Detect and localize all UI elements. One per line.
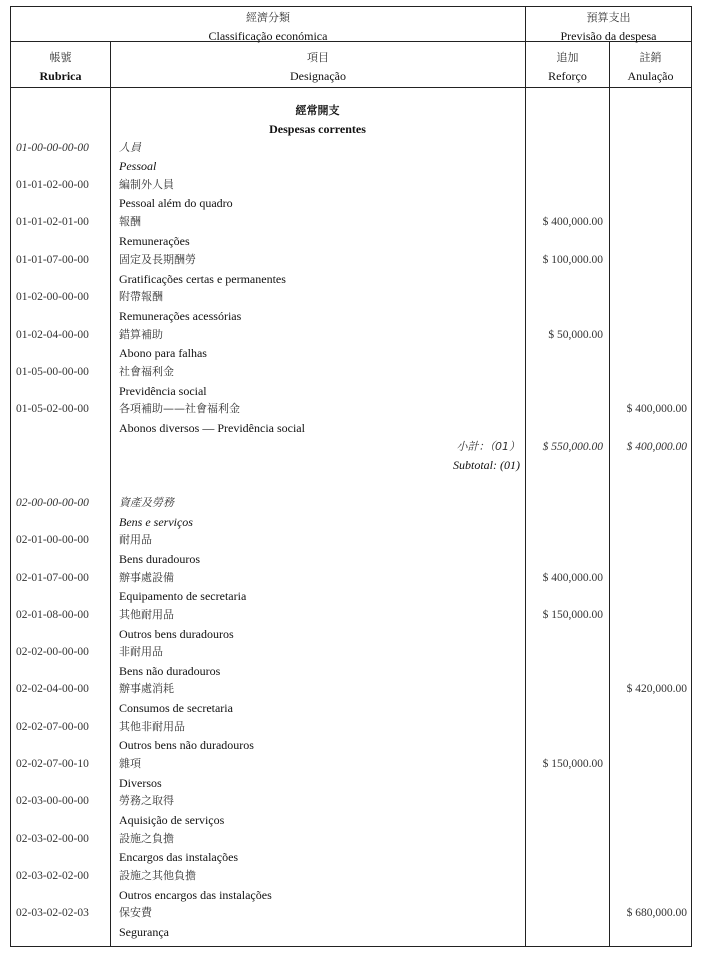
rubric-code: 01-05-00-00-00 — [16, 366, 89, 378]
rubric-code: 02-03-02-02-03 — [16, 907, 89, 919]
designation-zh: 其他耐用品 — [119, 608, 174, 621]
divider-reforco — [609, 41, 610, 947]
header-economic-pt: Classificação económica — [208, 29, 328, 43]
designation-pt: Pessoal além do quadro — [119, 196, 233, 210]
rubric-code: 02-02-04-00-00 — [16, 683, 89, 695]
designation-zh: 報酬 — [119, 215, 141, 228]
rubric-code: 01-01-07-00-00 — [16, 254, 89, 266]
subtotal-anulacao: $ 400,000.00 — [626, 441, 687, 453]
designation-pt: Remunerações — [119, 234, 190, 248]
designation-pt: Gratificações certas e permanentes — [119, 272, 286, 286]
subtotal-reforco: $ 550,000.00 — [542, 441, 603, 453]
designation-zh: 保安費 — [119, 906, 152, 919]
designation-pt: Previdência social — [119, 384, 207, 398]
designation-pt: Segurança — [119, 925, 169, 939]
designation-zh: 各項補助——社會福利金 — [119, 402, 240, 415]
rubric-code: 02-00-00-00-00 — [16, 497, 89, 509]
designation-pt: Outros bens não duradouros — [119, 738, 254, 752]
rubric-code: 02-03-00-00-00 — [16, 795, 89, 807]
designation-zh: 非耐用品 — [119, 645, 163, 658]
designation-zh: 資產及勞務 — [119, 496, 174, 509]
reforco-amount: $ 400,000.00 — [542, 572, 603, 584]
header-anulacao-pt: Anulação — [627, 69, 674, 83]
designation-zh: 設施之負擔 — [119, 832, 174, 845]
designation-pt: Bens duradouros — [119, 552, 200, 566]
anulacao-amount: $ 400,000.00 — [626, 403, 687, 415]
rubric-code: 02-02-07-00-00 — [16, 721, 89, 733]
designation-pt: Equipamento de secretaria — [119, 589, 247, 603]
header-rubric-zh: 帳號 — [49, 51, 72, 64]
designation-zh: 固定及長期酬勞 — [119, 253, 196, 266]
designation-pt: Remunerações acessórias — [119, 309, 242, 323]
divider-designation — [525, 7, 526, 947]
designation-zh: 編制外人員 — [119, 178, 174, 191]
designation-pt: Abono para falhas — [119, 346, 207, 360]
header-designation-zh: 項目 — [307, 51, 329, 64]
header-anulacao-zh: 註銷 — [639, 51, 662, 64]
designation-pt: Pessoal — [119, 159, 157, 173]
designation-pt: Bens e serviços — [119, 515, 193, 529]
designation-zh: 附帶報酬 — [119, 290, 163, 303]
designation-pt: Outros bens duradouros — [119, 627, 234, 641]
designation-pt: Abonos diversos — Previdência social — [119, 421, 305, 435]
designation-zh: 辦事處設備 — [119, 571, 174, 584]
budget-table — [10, 6, 692, 947]
designation-zh: 雜項 — [119, 757, 141, 770]
rubric-code: 02-01-00-00-00 — [16, 534, 89, 546]
rubric-code: 01-00-00-00-00 — [16, 142, 89, 154]
rubric-code: 01-02-00-00-00 — [16, 291, 89, 303]
section-title-zh: 經常開支 — [295, 104, 340, 117]
rubric-code: 01-01-02-01-00 — [16, 216, 89, 228]
rubric-code: 02-02-00-00-00 — [16, 646, 89, 658]
rubric-code: 02-02-07-00-10 — [16, 758, 89, 770]
rubric-code: 01-02-04-00-00 — [16, 329, 89, 341]
header-designation-pt: Designação — [290, 69, 346, 83]
reforco-amount: $ 400,000.00 — [542, 216, 603, 228]
designation-pt: Outros encargos das instalações — [119, 888, 272, 902]
reforco-amount: $ 150,000.00 — [542, 758, 603, 770]
rubric-code: 02-03-02-02-00 — [16, 870, 89, 882]
designation-pt: Encargos das instalações — [119, 850, 239, 864]
designation-zh: 辦事處消耗 — [119, 682, 174, 695]
rubric-code: 01-01-02-00-00 — [16, 179, 89, 191]
designation-zh: 勞務之取得 — [119, 794, 174, 807]
rubric-code: 02-01-07-00-00 — [16, 572, 89, 584]
rubric-code: 02-01-08-00-00 — [16, 609, 89, 621]
divider-header-bottom — [11, 87, 691, 88]
designation-pt: Aquisição de serviços — [119, 813, 225, 827]
header-economic-zh: 經濟分類 — [246, 11, 290, 24]
divider-rubric — [110, 41, 111, 947]
subtotal-label-zh: 小計：（01） — [456, 440, 520, 453]
anulacao-amount: $ 680,000.00 — [626, 907, 687, 919]
anulacao-amount: $ 420,000.00 — [626, 683, 687, 695]
rubric-code: 02-03-02-00-00 — [16, 833, 89, 845]
header-rubric-pt: Rubrica — [39, 69, 82, 83]
reforco-amount: $ 100,000.00 — [542, 254, 603, 266]
header-reforco-zh: 追加 — [556, 51, 579, 64]
designation-pt: Consumos de secretaria — [119, 701, 233, 715]
reforco-amount: $ 150,000.00 — [542, 609, 603, 621]
header-reforco-pt: Reforço — [548, 69, 587, 83]
designation-zh: 社會福利金 — [119, 365, 174, 378]
header-forecast-pt: Previsão da despesa — [560, 29, 657, 43]
designation-zh: 錯算補助 — [119, 328, 163, 341]
designation-zh: 耐用品 — [119, 533, 152, 546]
header-forecast-zh: 預算支出 — [586, 11, 631, 24]
designation-zh: 設施之其他負擔 — [119, 869, 196, 882]
designation-zh: 其他非耐用品 — [119, 720, 185, 733]
rubric-code: 01-05-02-00-00 — [16, 403, 89, 415]
section-title-pt: Despesas correntes — [269, 122, 366, 136]
designation-pt: Bens não duradouros — [119, 664, 221, 678]
designation-zh: 人員 — [119, 141, 141, 154]
reforco-amount: $ 50,000.00 — [548, 329, 603, 341]
designation-pt: Diversos — [119, 776, 162, 790]
subtotal-label-pt: Subtotal: (01) — [453, 458, 520, 472]
